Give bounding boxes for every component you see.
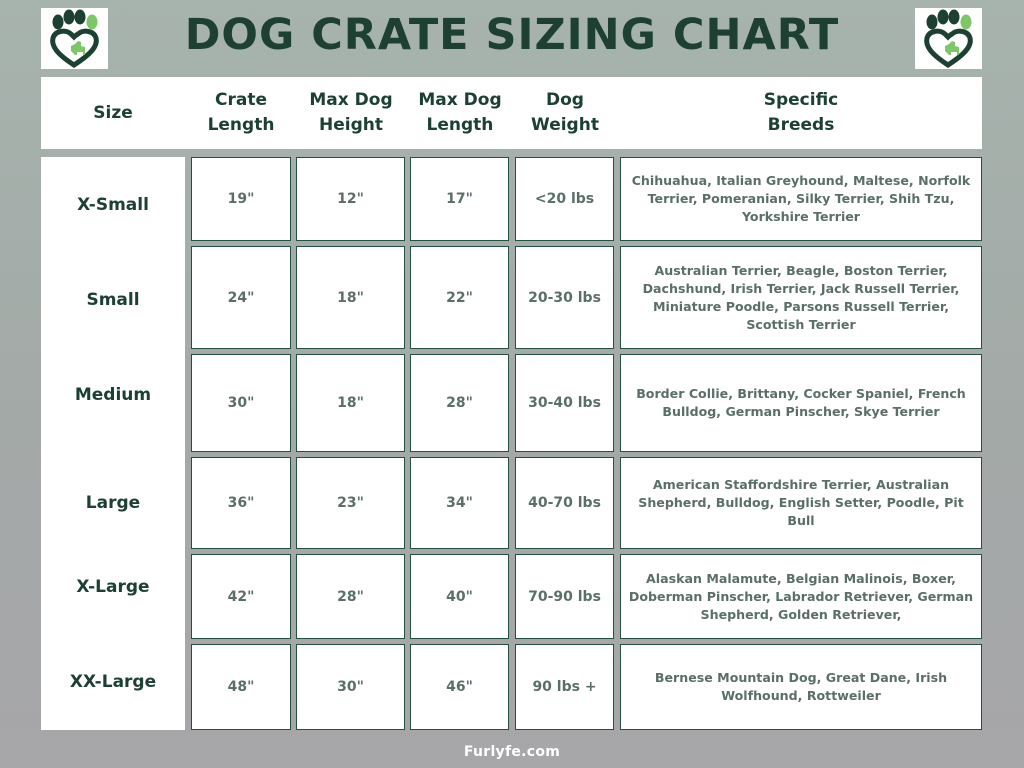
size-column xyxy=(41,157,185,730)
max-length-cell: 40" xyxy=(410,554,509,639)
crate-length-cell: 24" xyxy=(191,246,291,349)
max-length-cell: 22" xyxy=(410,246,509,349)
max-height-cell: 28" xyxy=(296,554,405,639)
weight-cell: 30-40 lbs xyxy=(515,354,614,452)
max-length-cell: 28" xyxy=(410,354,509,452)
crate-length-cell: 19" xyxy=(191,157,291,241)
breeds-cell: Australian Terrier, Beagle, Boston Terrier, Dachshund, Irish Terrier, Jack Russell Terrier, Miniature Poodle, Parsons Russell Terrier, Scottish Terrier xyxy=(620,246,982,349)
weight-cell: <20 lbs xyxy=(515,157,614,241)
crate-length-cell: 42" xyxy=(191,554,291,639)
weight-cell: 70-90 lbs xyxy=(515,554,614,639)
size-label-xx-large: XX-Large xyxy=(69,672,157,692)
weight-cell: 40-70 lbs xyxy=(515,457,614,549)
header-specific-breeds: Specific Breeds xyxy=(763,90,839,135)
crate-length-cell: 36" xyxy=(191,457,291,549)
size-label-x-large: X-Large xyxy=(76,577,150,597)
breeds-cell: Bernese Mountain Dog, Great Dane, Irish Wolfhound, Rottweiler xyxy=(620,644,982,730)
max-length-cell: 17" xyxy=(410,157,509,241)
crate-length-cell: 30" xyxy=(191,354,291,452)
size-label-large: Large xyxy=(85,493,141,513)
size-label-small: Small xyxy=(86,290,140,310)
size-label-x-small: X-Small xyxy=(77,195,149,215)
table-header xyxy=(41,77,982,149)
max-height-cell: 18" xyxy=(296,354,405,452)
breeds-cell: Alaskan Malamute, Belgian Malinois, Boxer, Doberman Pinscher, Labrador Retriever, German Shepherd, Golden Retriever, xyxy=(620,554,982,639)
breeds-cell: American Staffordshire Terrier, Australian Shepherd, Bulldog, English Setter, Poodle, Pit Bull xyxy=(620,457,982,549)
header-max-dog-height: Max Dog Height xyxy=(309,90,393,135)
size-label-medium: Medium xyxy=(74,385,152,405)
max-length-cell: 46" xyxy=(410,644,509,730)
max-height-cell: 18" xyxy=(296,246,405,349)
breeds-cell: Chihuahua, Italian Greyhound, Maltese, Norfolk Terrier, Pomeranian, Silky Terrier, Shih Tzu, Yorkshire Terrier xyxy=(620,157,982,241)
max-height-cell: 23" xyxy=(296,457,405,549)
header-crate-length: Crate Length xyxy=(207,90,275,135)
crate-length-cell: 48" xyxy=(191,644,291,730)
header-max-dog-length: Max Dog Length xyxy=(418,90,502,135)
max-height-cell: 12" xyxy=(296,157,405,241)
weight-cell: 90 lbs + xyxy=(515,644,614,730)
breeds-cell: Border Collie, Brittany, Cocker Spaniel, French Bulldog, German Pinscher, Skye Terrier xyxy=(620,354,982,452)
header-size: Size xyxy=(93,102,133,123)
max-height-cell: 30" xyxy=(296,644,405,730)
max-length-cell: 34" xyxy=(410,457,509,549)
footer-site-name: Furlyfe.com xyxy=(463,744,561,760)
header-dog-weight: Dog Weight xyxy=(531,90,599,135)
weight-cell: 20-30 lbs xyxy=(515,246,614,349)
page-title: DOG CRATE SIZING CHART xyxy=(184,10,840,60)
